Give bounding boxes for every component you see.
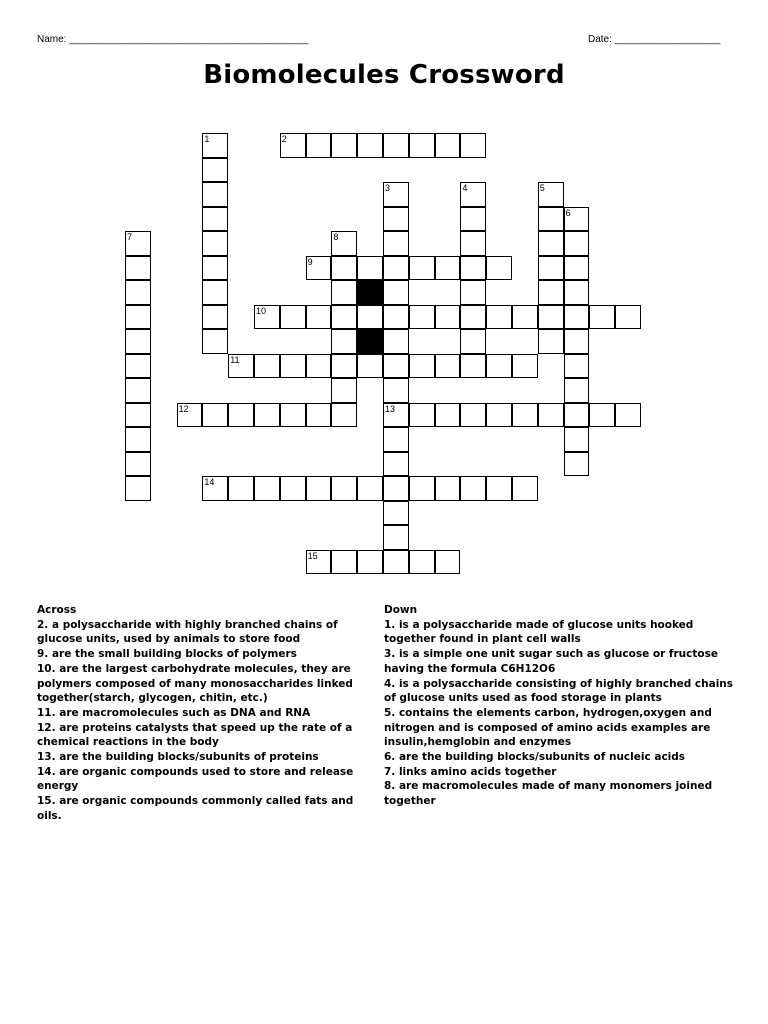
crossword-cell[interactable]: [202, 476, 228, 501]
crossword-cell[interactable]: [125, 476, 151, 501]
crossword-cell[interactable]: [383, 452, 409, 477]
crossword-cell[interactable]: [357, 476, 383, 501]
crossword-cell[interactable]: [357, 550, 383, 575]
across-clue: 2. a polysaccharide with highly branched chains of glucose units, used by animals to store food: [37, 618, 338, 646]
crossword-cell[interactable]: [202, 280, 228, 305]
crossword-cell[interactable]: [383, 427, 409, 452]
crossword-cell[interactable]: [460, 329, 486, 354]
crossword-cell[interactable]: [435, 354, 461, 379]
crossword-cell[interactable]: [512, 476, 538, 501]
crossword-cell[interactable]: [564, 354, 590, 379]
crossword-cell[interactable]: [409, 403, 435, 428]
crossword-cell[interactable]: [306, 354, 332, 379]
crossword-cell[interactable]: [280, 305, 306, 330]
crossword-cell[interactable]: [409, 256, 435, 281]
crossword-cell[interactable]: [331, 378, 357, 403]
crossword-cell[interactable]: [383, 305, 409, 330]
crossword-cell[interactable]: [202, 231, 228, 256]
clue-number: 3: [385, 183, 391, 193]
across-clues: [37, 603, 367, 824]
crossword-cell[interactable]: [435, 133, 461, 158]
crossword-cell[interactable]: [125, 280, 151, 305]
crossword-cell[interactable]: [383, 550, 409, 575]
crossword-cell[interactable]: [280, 403, 306, 428]
crossword-cell[interactable]: [331, 133, 357, 158]
crossword-cell[interactable]: [564, 207, 590, 232]
crossword-cell[interactable]: [435, 476, 461, 501]
crossword-cell[interactable]: [435, 256, 461, 281]
crossword-cell[interactable]: [357, 354, 383, 379]
across-clue: 12. are proteins catalysts that speed up the rate of a chemical reactions in the body: [37, 721, 353, 749]
crossword-cell[interactable]: [254, 354, 280, 379]
crossword-cell[interactable]: [564, 280, 590, 305]
crossword-cell[interactable]: [435, 305, 461, 330]
down-clue: 3. is a simple one unit sugar such as glucose or fructose having the formula C6H12O6: [384, 648, 718, 675]
crossword-cell[interactable]: [331, 231, 357, 256]
crossword-cell[interactable]: [383, 403, 409, 428]
crossword-cell[interactable]: [460, 476, 486, 501]
crossword-cell[interactable]: [228, 476, 254, 501]
crossword-cell[interactable]: [460, 305, 486, 330]
crossword-cell[interactable]: [125, 231, 151, 256]
down-clues: [384, 603, 734, 809]
crossword-cell[interactable]: [383, 256, 409, 281]
crossword-cell[interactable]: [383, 476, 409, 501]
crossword-cell[interactable]: [486, 354, 512, 379]
crossword-cell[interactable]: [409, 305, 435, 330]
crossword-cell[interactable]: [202, 403, 228, 428]
crossword-cell[interactable]: [409, 550, 435, 575]
crossword-cell[interactable]: [383, 231, 409, 256]
crossword-cell[interactable]: [589, 403, 615, 428]
crossword-cell[interactable]: [564, 231, 590, 256]
crossword-cell[interactable]: [383, 207, 409, 232]
crossword-cell[interactable]: [435, 403, 461, 428]
crossword-cell[interactable]: [280, 354, 306, 379]
crossword-cell[interactable]: [202, 256, 228, 281]
crossword-cell[interactable]: [202, 158, 228, 183]
crossword-cell[interactable]: [125, 378, 151, 403]
black-cell: [357, 280, 383, 305]
crossword-cell[interactable]: [357, 256, 383, 281]
crossword-cell[interactable]: [564, 452, 590, 477]
crossword-cell[interactable]: [280, 476, 306, 501]
down-clue: 1. is a polysaccharide made of glucose units hooked together found in plant cell walls: [384, 618, 694, 646]
crossword-cell[interactable]: [538, 280, 564, 305]
crossword-cell[interactable]: [202, 133, 228, 158]
crossword-cell[interactable]: [125, 305, 151, 330]
crossword-cell[interactable]: [306, 476, 332, 501]
across-clue: 14. are organic compounds used to store and release energy: [37, 765, 354, 793]
crossword-cell[interactable]: [383, 525, 409, 550]
crossword-cell[interactable]: [564, 427, 590, 452]
crossword-cell[interactable]: [512, 403, 538, 428]
down-clue: 6. are the building blocks/subunits of nucleic acids: [384, 751, 686, 764]
crossword-cell[interactable]: [125, 354, 151, 379]
crossword-cell[interactable]: [486, 403, 512, 428]
black-cell: [357, 329, 383, 354]
down-clue: 4. is a polysaccharide consisting of highly branched chains of glucose units used as food storage in plants: [384, 677, 734, 705]
crossword-cell[interactable]: [460, 403, 486, 428]
crossword-cell[interactable]: [435, 550, 461, 575]
crossword-cell[interactable]: [254, 305, 280, 330]
clue-number: 13: [385, 403, 396, 414]
crossword-cell[interactable]: [202, 305, 228, 330]
crossword-cell[interactable]: [357, 305, 383, 330]
clue-number: 6: [565, 207, 571, 218]
crossword-cell[interactable]: [460, 231, 486, 256]
clue-number: 14: [204, 477, 215, 487]
crossword-cell[interactable]: [383, 280, 409, 305]
clue-number: 8: [333, 232, 339, 242]
across-heading: Across: [37, 604, 77, 616]
crossword-cell[interactable]: [615, 403, 641, 428]
crossword-cell[interactable]: [383, 378, 409, 403]
crossword-cell[interactable]: [357, 133, 383, 158]
crossword-cell[interactable]: [202, 329, 228, 354]
crossword-cell[interactable]: [486, 256, 512, 281]
clue-number: 12: [178, 403, 189, 414]
crossword-cell[interactable]: [331, 550, 357, 575]
across-clue: 11. are macromolecules such as DNA and RNA: [37, 706, 311, 719]
crossword-cell[interactable]: [125, 452, 151, 477]
crossword-cell[interactable]: [228, 354, 254, 379]
crossword-cell[interactable]: [383, 501, 409, 526]
crossword-cell[interactable]: [202, 182, 228, 207]
crossword-cell[interactable]: [280, 133, 306, 158]
down-clue: 7. links amino acids together: [384, 765, 557, 778]
crossword-cell[interactable]: [383, 329, 409, 354]
crossword-cell[interactable]: [331, 305, 357, 330]
crossword-cell[interactable]: [538, 207, 564, 232]
clue-number: 7: [127, 232, 133, 242]
crossword-cell[interactable]: [486, 305, 512, 330]
crossword-cell[interactable]: [331, 476, 357, 501]
down-heading: Down: [384, 604, 418, 616]
clue-number: 4: [462, 183, 468, 193]
across-clue: 9. are the small building blocks of polymers: [37, 648, 297, 661]
crossword-cell[interactable]: [538, 231, 564, 256]
crossword-cell[interactable]: [306, 256, 332, 281]
crossword-cell[interactable]: [125, 427, 151, 452]
crossword-cell[interactable]: [331, 354, 357, 379]
across-clue: 13. are the building blocks/subunits of proteins: [37, 751, 319, 764]
crossword-cell[interactable]: [383, 133, 409, 158]
crossword-cell[interactable]: [538, 329, 564, 354]
crossword-cell[interactable]: [538, 182, 564, 207]
page-title: Biomolecules Crossword: [203, 60, 565, 90]
crossword-cell[interactable]: [615, 305, 641, 330]
crossword-cell[interactable]: [383, 182, 409, 207]
crossword-cell[interactable]: [125, 403, 151, 428]
crossword-cell[interactable]: [460, 354, 486, 379]
crossword-cell[interactable]: [306, 550, 332, 575]
crossword-cell[interactable]: [564, 378, 590, 403]
crossword-cell[interactable]: [254, 403, 280, 428]
crossword-cell[interactable]: [564, 256, 590, 281]
crossword-cell[interactable]: [589, 305, 615, 330]
crossword-cell[interactable]: [331, 403, 357, 428]
clue-number: 1: [204, 134, 210, 144]
date-field[interactable]: Date: ___________________: [588, 34, 721, 45]
crossword-cell[interactable]: [331, 256, 357, 281]
crossword-cell[interactable]: [538, 305, 564, 330]
name-field[interactable]: Name: ___________________________________________: [37, 34, 309, 45]
crossword-cell[interactable]: [383, 354, 409, 379]
crossword-cell[interactable]: [125, 329, 151, 354]
clue-number: 5: [539, 183, 545, 193]
crossword-cell[interactable]: [202, 207, 228, 232]
crossword-cell[interactable]: [460, 182, 486, 207]
down-clue: 8. are macromolecules made of many monomers joined together: [384, 780, 713, 808]
clue-number: 11: [230, 354, 240, 365]
crossword-cell[interactable]: [564, 403, 590, 428]
clue-number: 9: [307, 256, 313, 267]
crossword-cell[interactable]: [512, 305, 538, 330]
crossword-cell[interactable]: [331, 280, 357, 305]
crossword-cell[interactable]: [538, 403, 564, 428]
crossword-cell[interactable]: [460, 256, 486, 281]
crossword-cell[interactable]: [564, 305, 590, 330]
crossword-cell[interactable]: [512, 354, 538, 379]
crossword-cell[interactable]: [409, 354, 435, 379]
clue-number: 15: [307, 550, 318, 561]
crossword-cell[interactable]: [177, 403, 203, 428]
crossword-cell[interactable]: [409, 133, 435, 158]
across-clue: 15. are organic compounds commonly called fats and oils.: [37, 795, 354, 822]
crossword-cell[interactable]: [538, 256, 564, 281]
clue-number: 2: [281, 134, 287, 144]
crossword-cell[interactable]: [460, 280, 486, 305]
across-clue: 10. are the largest carbohydrate molecules, they are polymers composed of many monosaccharides linked together(starch, glycogen, chitin, etc.): [37, 662, 353, 705]
crossword-cell[interactable]: [331, 329, 357, 354]
crossword-cell[interactable]: [254, 476, 280, 501]
crossword-cell[interactable]: [564, 329, 590, 354]
crossword-cell[interactable]: [486, 476, 512, 501]
crossword-cell[interactable]: [460, 133, 486, 158]
crossword-cell[interactable]: [460, 207, 486, 232]
crossword-cell[interactable]: [228, 403, 254, 428]
crossword-cell[interactable]: [125, 256, 151, 281]
crossword-cell[interactable]: [306, 305, 332, 330]
crossword-cell[interactable]: [306, 133, 332, 158]
crossword-cell[interactable]: [409, 476, 435, 501]
down-clue: 5. contains the elements carbon, hydrogen,oxygen and nitrogen and is composed of amino acids examples are insulin,hemglobin and enzymes: [384, 706, 712, 749]
crossword-cell[interactable]: [306, 403, 332, 428]
clue-number: 10: [256, 305, 267, 316]
